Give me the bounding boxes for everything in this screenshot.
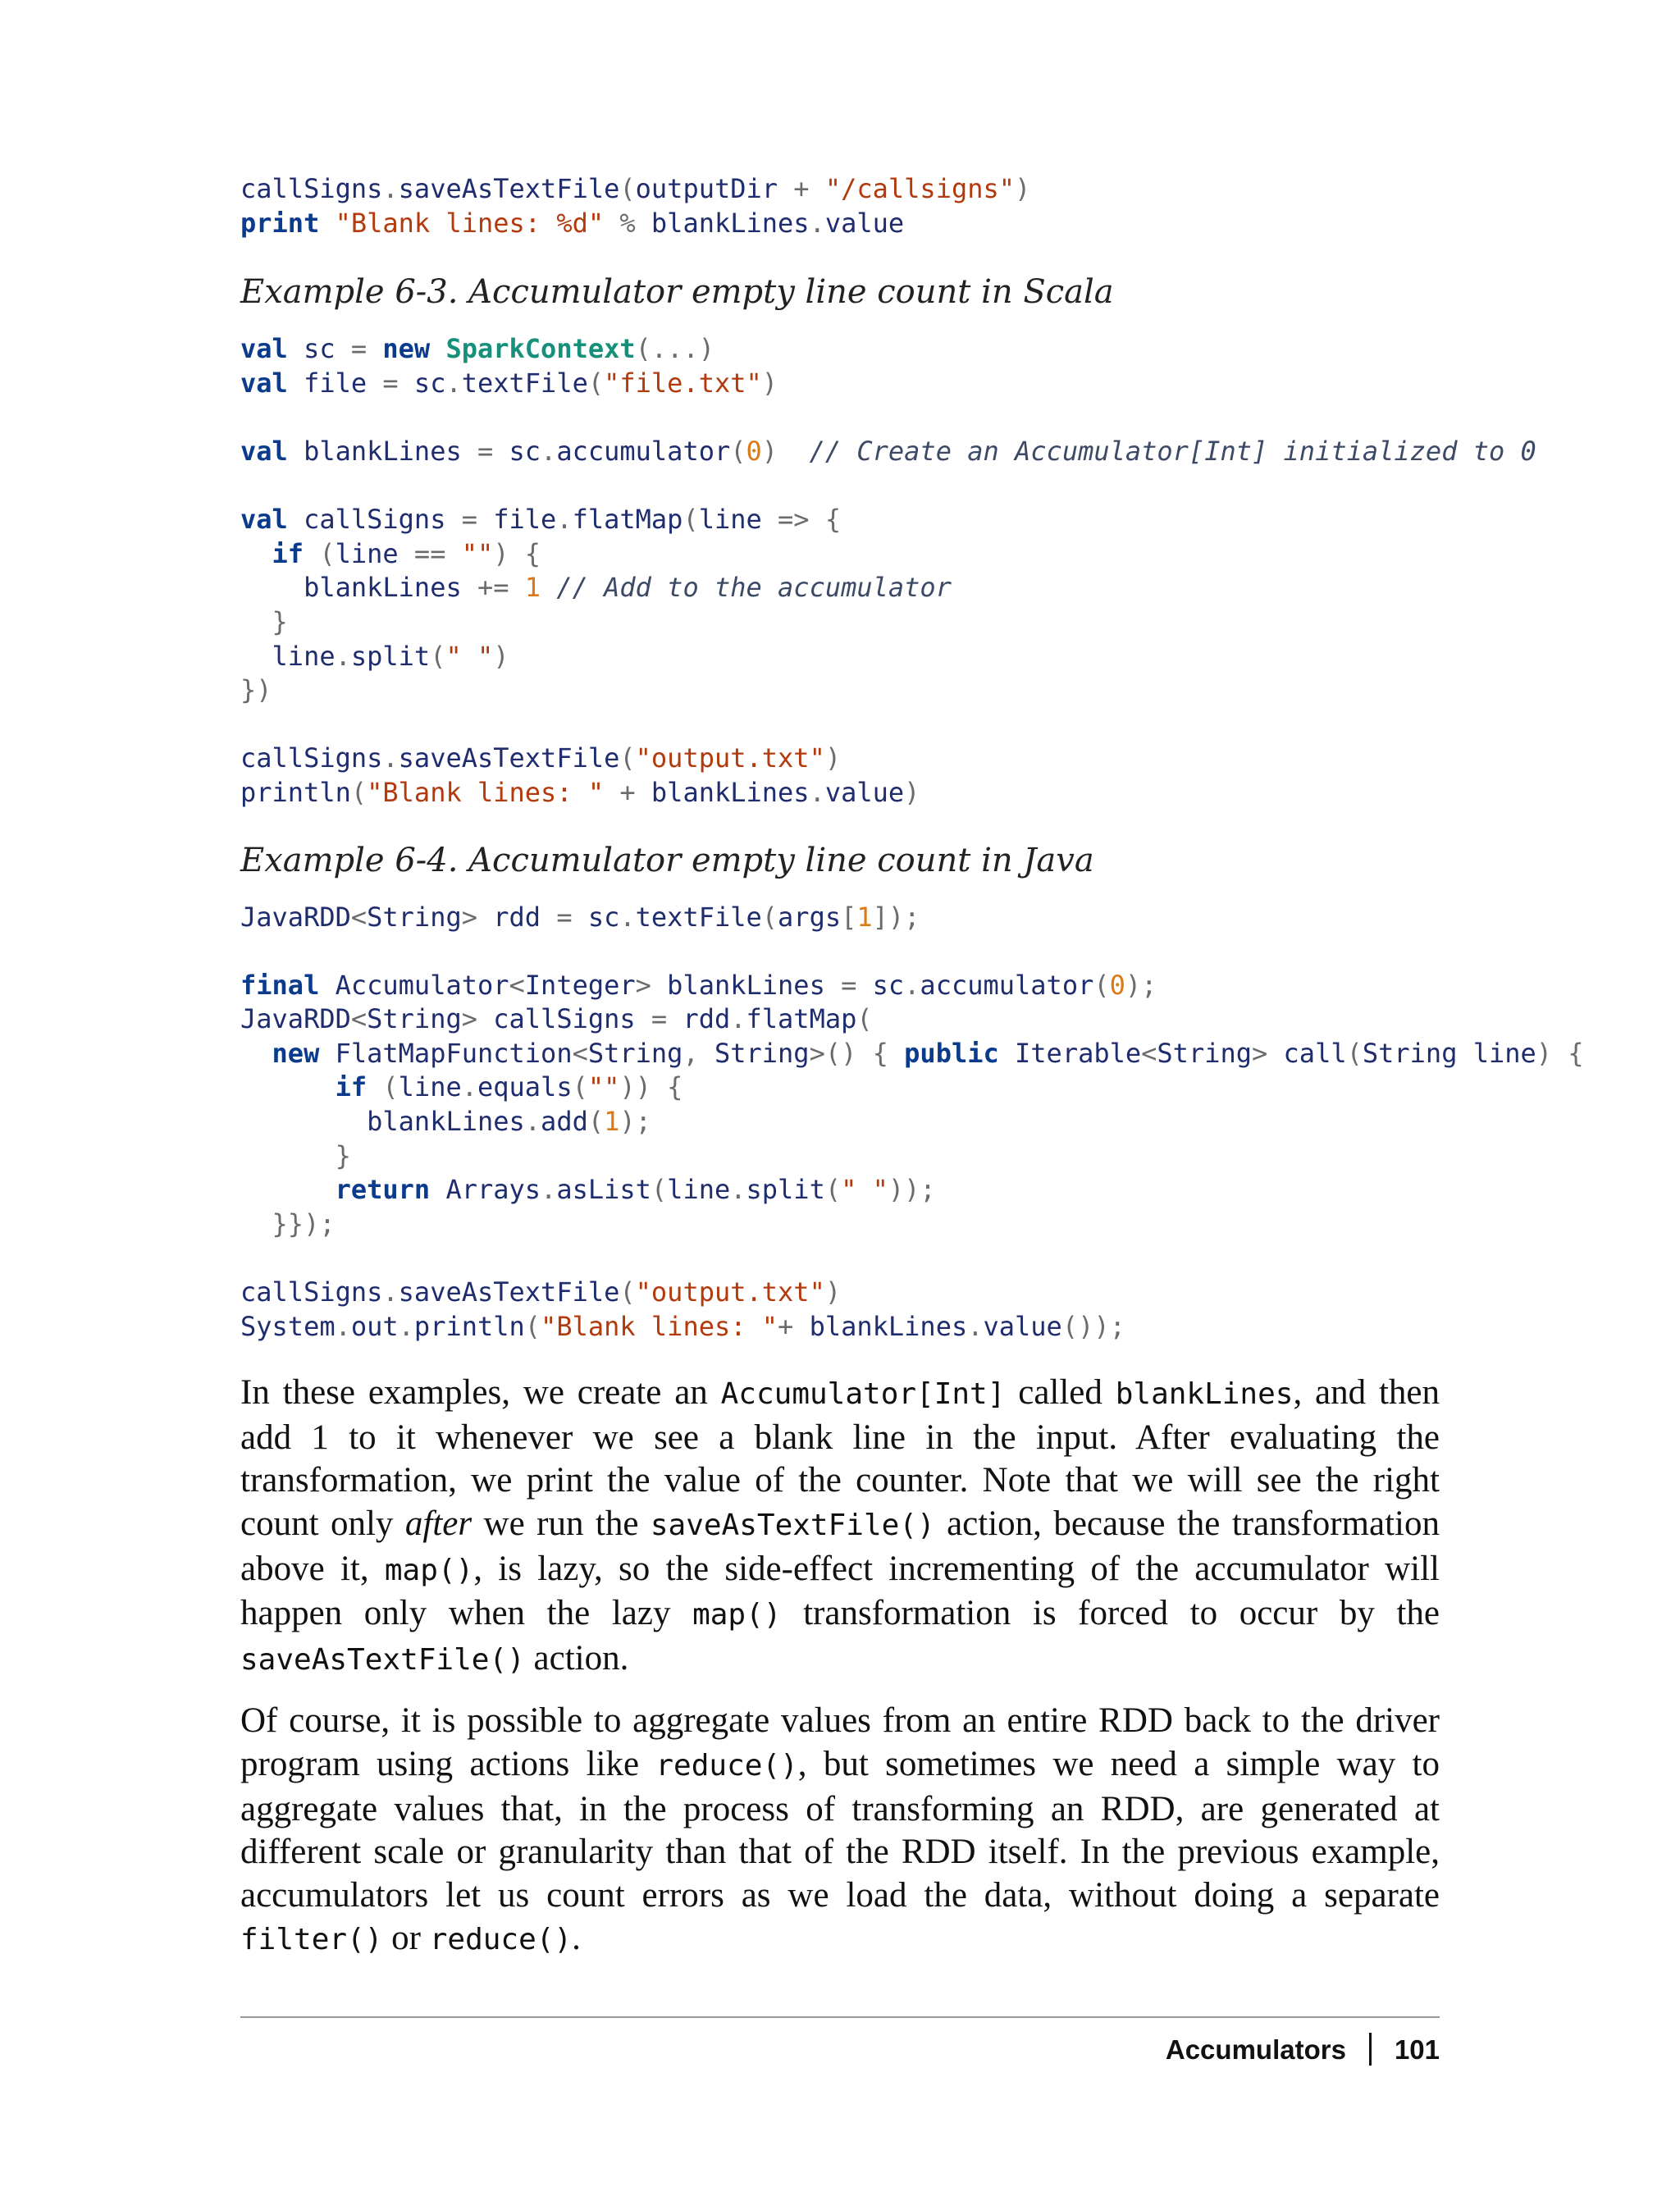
- text-run: , is lazy, so the side-effect incrementing of the accumulator will happen only when the lazy: [240, 1549, 1440, 1633]
- example-caption-scala: Example 6-3. Accumulator empty line count in Scala: [240, 273, 1114, 312]
- code-line: final Accumulator<Integer> blankLines = sc.accumulator(0);: [240, 969, 1157, 1001]
- code-block-python-tail: [240, 172, 1440, 240]
- code-line: val sc = new SparkContext(...): [240, 333, 714, 365]
- footer-separator: [1369, 2033, 1372, 2066]
- text-run: transformation is forced to occur by the: [781, 1594, 1440, 1633]
- example-caption-java: Example 6-4. Accumulator empty line count in Java: [240, 841, 1094, 879]
- code-line: JavaRDD<String> callSigns = rdd.flatMap(: [240, 1003, 873, 1035]
- code-line: print "Blank lines: %d" % blankLines.value: [240, 207, 905, 239]
- code-line: JavaRDD<String> rdd = sc.textFile(args[1]);: [240, 901, 920, 933]
- code-line: blankLines += 1 // Add to the accumulator: [240, 572, 952, 604]
- footer-divider: [240, 2016, 1440, 2018]
- code-line: val blankLines = sc.accumulator(0) // Create an Accumulator[Int] initialized to 0: [240, 435, 1536, 467]
- inline-code: blankLines: [1115, 1377, 1294, 1412]
- page-content: [240, 172, 1584, 1962]
- code-line: }});: [272, 1208, 336, 1239]
- inline-code: saveAsTextFile(): [240, 1642, 525, 1677]
- code-line: System.out.println("Blank lines: "+ blankLines.value());: [240, 1310, 1125, 1342]
- text-run: In these examples, we create an: [240, 1373, 721, 1413]
- inline-code: map(): [692, 1598, 782, 1632]
- text-run: , but sometimes we need a simple way to aggregate values that, in the process of transforming an RDD, are generated at different scale or granularity than that of the RDD itself. In the previous example, accumulators let us count errors as we load the data, without doing a separate: [240, 1744, 1440, 1915]
- inline-code: saveAsTextFile(): [650, 1509, 935, 1542]
- page-footer: [1166, 2033, 1440, 2066]
- text-run: Of course, it is possible to aggregate values from an entire RDD back to the driver program using actions like: [240, 1701, 1440, 1783]
- code-line: if (line.equals("")) {: [335, 1071, 683, 1103]
- code-block-java: [240, 901, 1584, 1344]
- code-line: callSigns.saveAsTextFile("output.txt"): [240, 1276, 842, 1308]
- text-run: we run the: [472, 1504, 651, 1543]
- inline-code: map(): [384, 1553, 474, 1587]
- page-number: 101: [1394, 2034, 1440, 2065]
- code-line: if (line == "") {: [272, 537, 541, 569]
- code-block-scala: [240, 332, 1536, 810]
- text-run: , and then add 1 to it whenever we see a blank line in the input. After evaluating the transformation, we print the value of the counter. Note that we will see the right count only: [240, 1373, 1440, 1543]
- body-paragraph-1: [240, 1372, 1440, 1682]
- code-line: }: [272, 605, 288, 637]
- text-run: action, because the transformation above it,: [240, 1504, 1440, 1588]
- code-line: callSigns.saveAsTextFile("output.txt"): [240, 742, 842, 774]
- code-line: return Arrays.asList(line.split(" "));: [335, 1174, 936, 1206]
- code-line: }): [240, 674, 272, 706]
- body-paragraph-2: [240, 1700, 1440, 1962]
- emphasis-text: after: [404, 1504, 472, 1543]
- text-run: or: [382, 1919, 430, 1958]
- code-line: println("Blank lines: " + blankLines.value): [240, 776, 920, 808]
- footer-section-title: Accumulators: [1165, 2034, 1346, 2065]
- code-line: val file = sc.textFile("file.txt"): [240, 367, 778, 399]
- inline-code: reduce(): [655, 1748, 798, 1783]
- code-line: val callSigns = file.flatMap(line => {: [240, 504, 842, 536]
- code-line: line.split(" "): [240, 640, 509, 672]
- text-run: called: [1005, 1373, 1116, 1413]
- text-run: action.: [524, 1638, 629, 1678]
- code-line: blankLines.add(1);: [240, 1106, 651, 1138]
- code-line: callSigns.saveAsTextFile(outputDir + "/callsigns"): [240, 173, 1031, 204]
- code-line: new FlatMapFunction<String, String>() { public Iterable<String> call(String line) {: [272, 1037, 1584, 1069]
- inline-code: reduce(): [429, 1923, 573, 1957]
- text-run: .: [572, 1919, 581, 1958]
- inline-code: filter(): [240, 1923, 383, 1957]
- code-line: }: [335, 1139, 351, 1171]
- inline-code: Accumulator[Int]: [720, 1377, 1006, 1412]
